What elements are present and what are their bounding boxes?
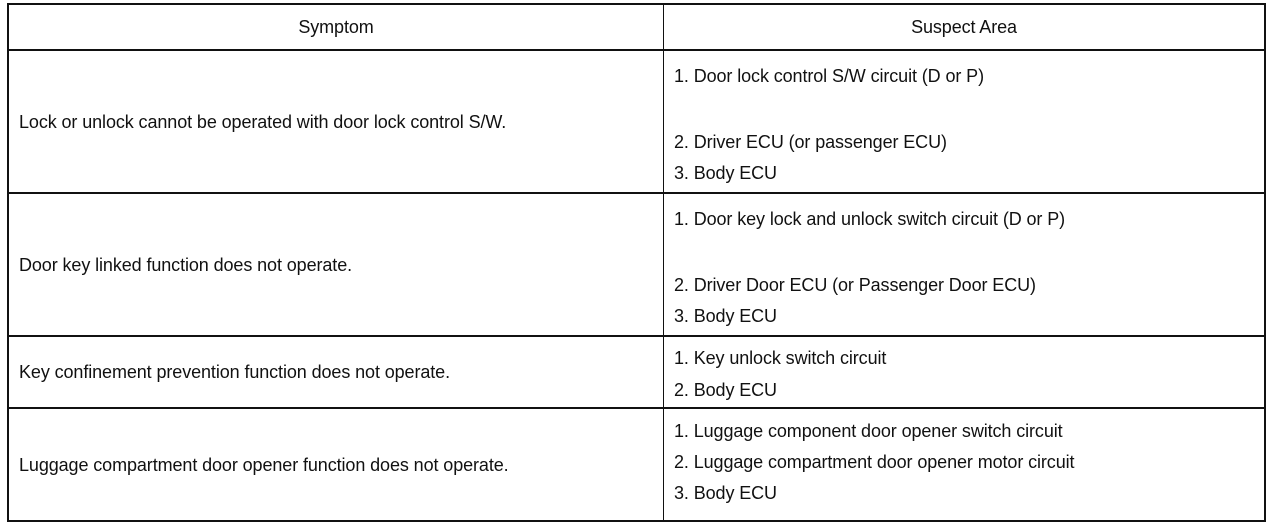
table-row-symptom <box>9 409 664 520</box>
table-row-symptom <box>9 194 664 337</box>
table-row-suspects <box>664 51 1264 194</box>
suspect-item: 1. Door key lock and unlock switch circuit (D or P) <box>674 209 1066 229</box>
suspect-item: 2. Luggage compartment door opener motor circuit <box>674 452 1075 472</box>
suspect-item: 3. Body ECU <box>674 163 777 183</box>
header-symptom <box>9 5 664 51</box>
symptom-text: Door key linked function does not operate. <box>19 254 353 275</box>
table-row-symptom <box>9 337 664 409</box>
header-suspect-area <box>664 5 1264 51</box>
suspect-item: 1. Key unlock switch circuit <box>674 348 887 368</box>
table-row-symptom <box>9 51 664 194</box>
symptom-text: Luggage compartment door opener function does not operate. <box>19 454 509 475</box>
symptom-text: Key confinement prevention function does not operate. <box>19 362 450 382</box>
troubleshooting-table <box>7 3 1266 522</box>
header-symptom-label: Symptom <box>298 17 374 37</box>
table-row-suspects <box>664 337 1264 409</box>
suspect-item: 3. Body ECU <box>674 306 777 326</box>
table-row-suspects <box>664 194 1264 337</box>
suspect-item: 1. Door lock control S/W circuit (D or P) <box>674 66 984 86</box>
suspect-item: 2. Driver ECU (or passenger ECU) <box>674 132 947 152</box>
header-suspect-area-label: Suspect Area <box>911 17 1017 37</box>
suspect-item: 2. Driver Door ECU (or Passenger Door ECU) <box>674 275 1036 295</box>
suspect-item: 3. Body ECU <box>674 483 777 503</box>
suspect-item: 2. Body ECU <box>674 380 777 400</box>
symptom-text: Lock or unlock cannot be operated with door lock control S/W. <box>19 111 507 132</box>
suspect-item: 1. Luggage component door opener switch circuit <box>674 421 1063 441</box>
table-row-suspects <box>664 409 1264 520</box>
